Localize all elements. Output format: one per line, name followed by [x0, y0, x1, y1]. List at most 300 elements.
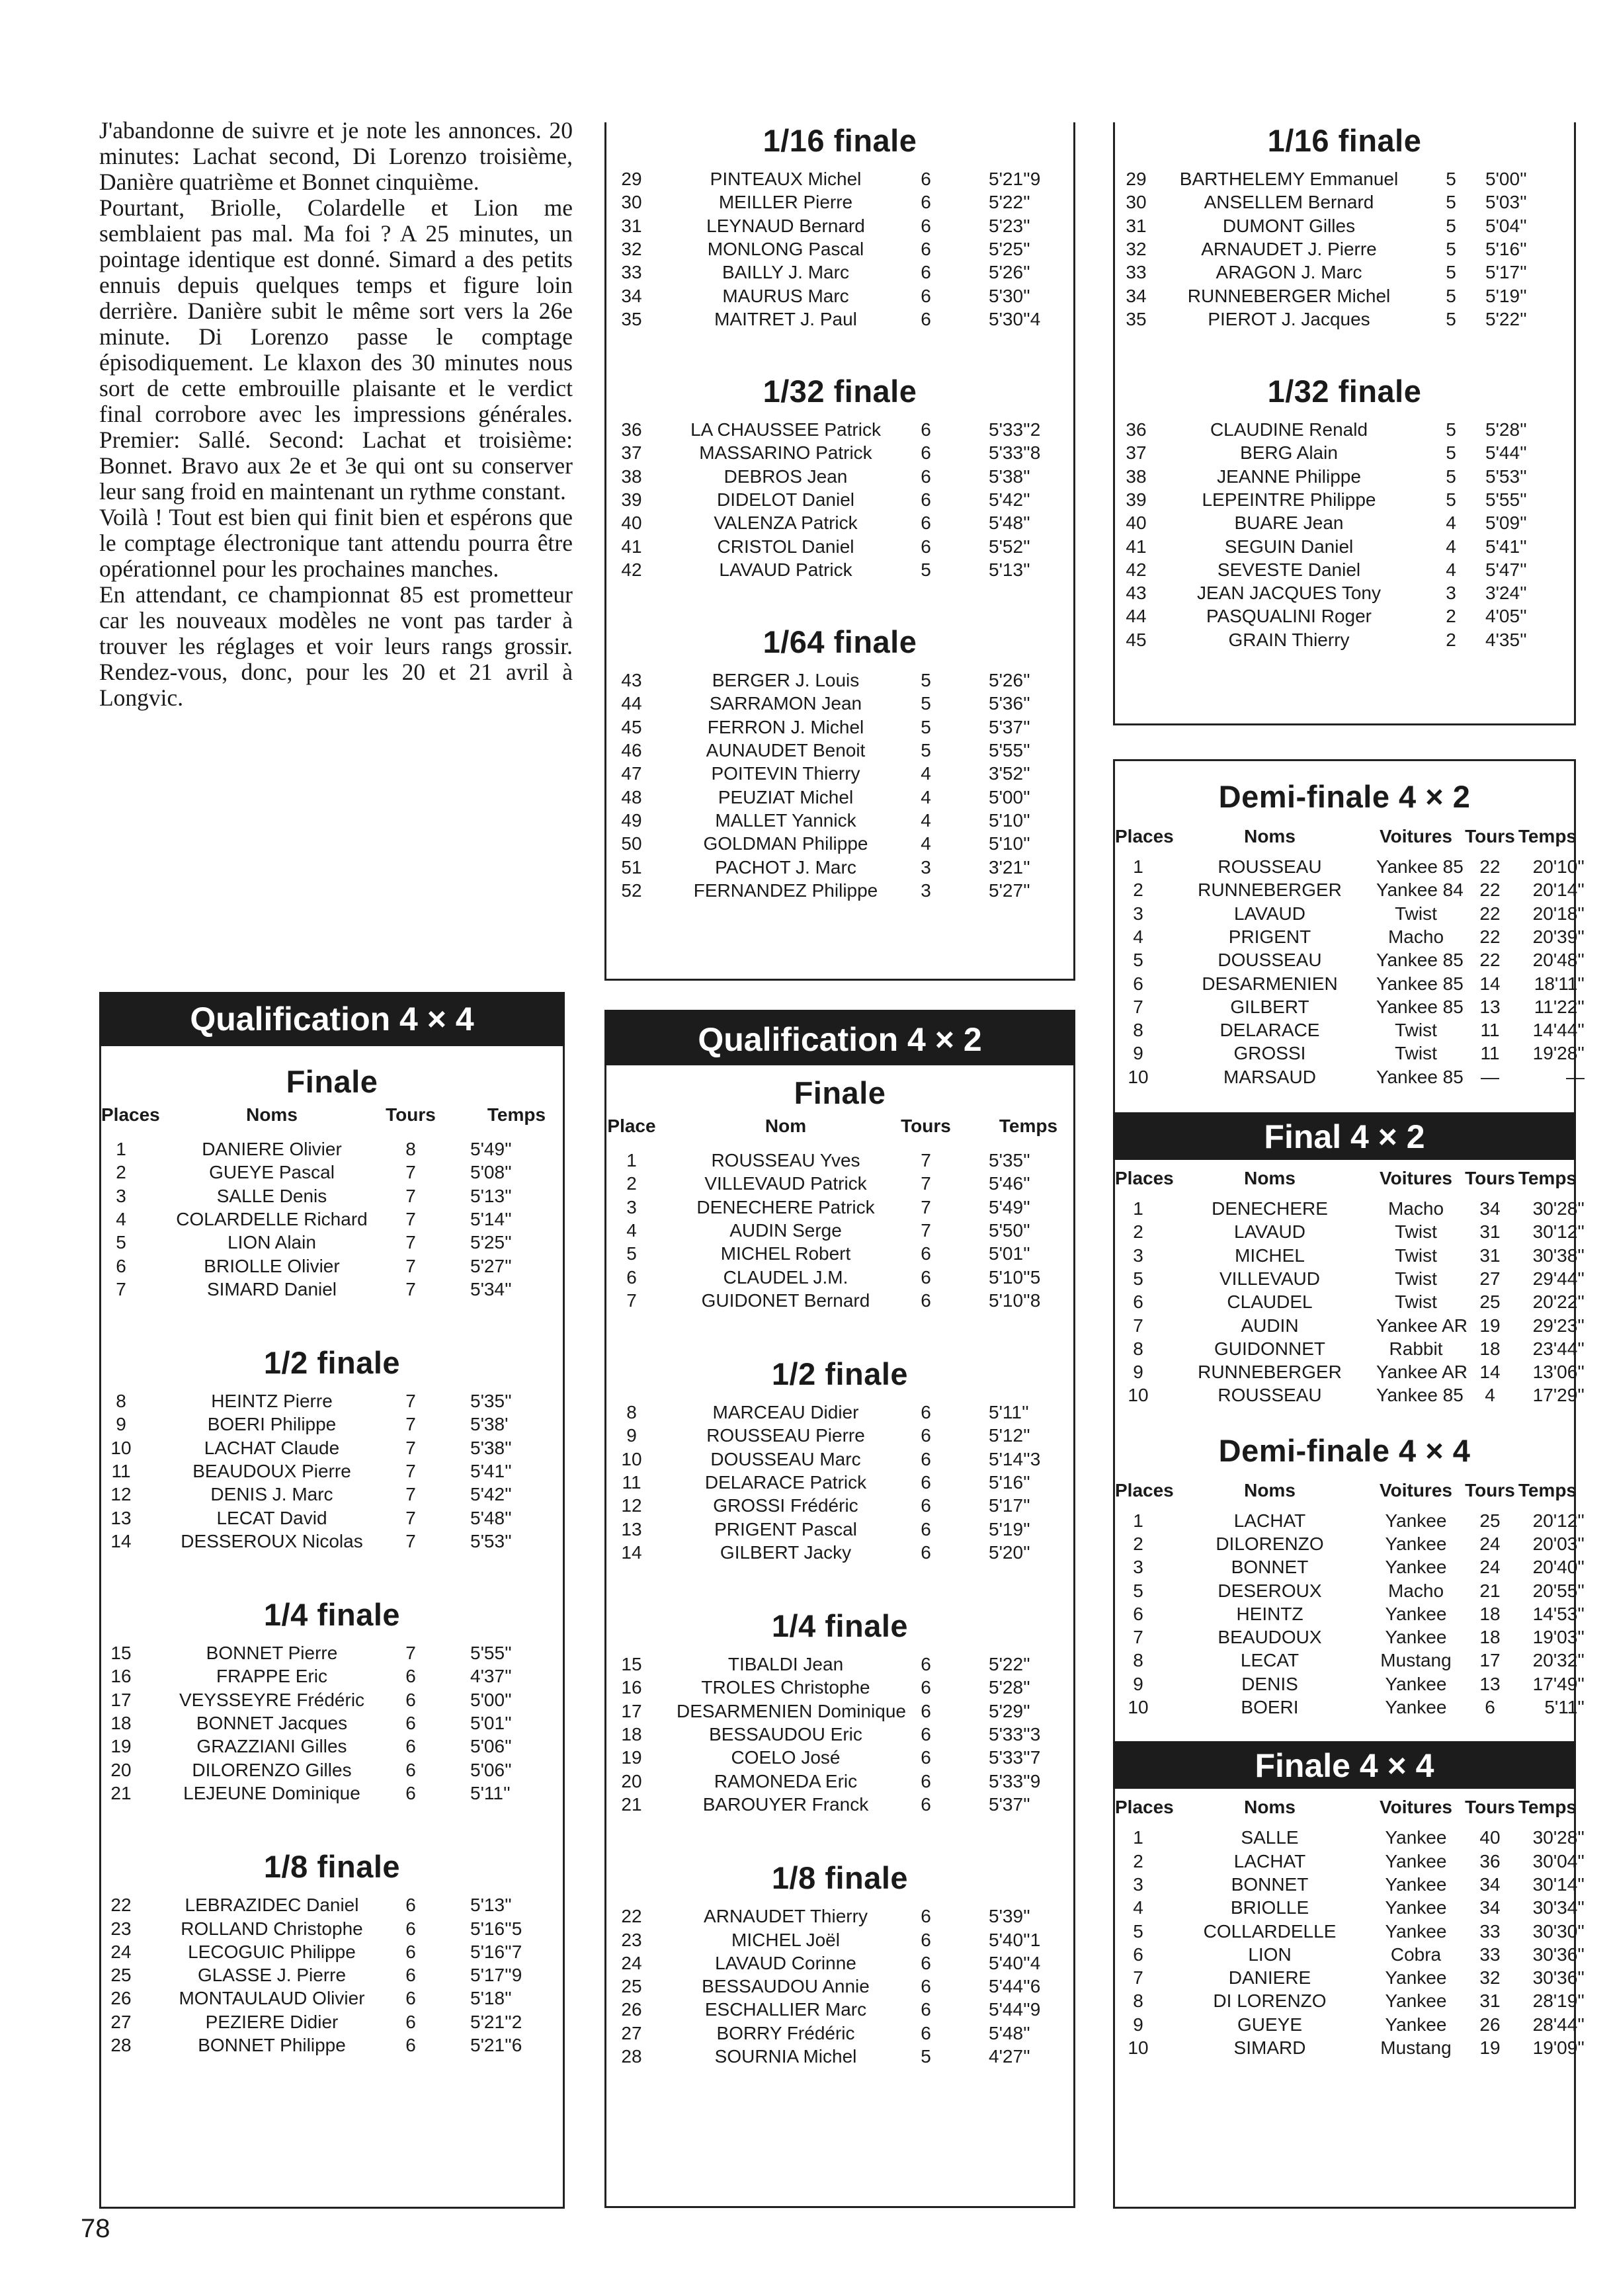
table-row-time: 17 [1479, 1650, 1501, 1671]
table-row-time: 5'17'' [1485, 262, 1527, 283]
table-row [1115, 511, 1574, 534]
results-section [606, 621, 1073, 902]
table-row-time: 5'19'' [989, 1518, 1030, 1539]
table-row-time2: 19'03'' [1532, 1627, 1585, 1648]
table-row-name: BOERI Philippe [207, 1414, 337, 1435]
table-row-time: 18 [1479, 1603, 1501, 1624]
table-row-time: 5'35'' [989, 1150, 1030, 1170]
results-section [606, 120, 1073, 331]
table-row-time2: 20'32'' [1532, 1650, 1585, 1671]
table-row-name: COLARDELLE Richard [176, 1208, 368, 1229]
qualification-4x2-upper-box [604, 122, 1075, 981]
table-row-name: ROLLAND Christophe [181, 1918, 363, 1939]
table-row-laps: 6 [921, 2022, 931, 2043]
table-row-laps: 5 [1446, 169, 1456, 189]
table-row-time: 5'33''9 [989, 1770, 1041, 1791]
section-title: Finale [286, 1064, 378, 1099]
table-row-time2: 20'03'' [1532, 1533, 1585, 1554]
table-row-laps: 5 [1446, 285, 1456, 306]
table-row-laps: 6 [921, 285, 931, 306]
table-row-place: 44 [1126, 606, 1147, 627]
table-row [1115, 925, 1585, 948]
table-row-laps: 5 [921, 2046, 931, 2067]
table-row-laps: Yankee [1385, 1603, 1447, 1624]
table-row-laps: Yankee [1385, 1990, 1447, 2012]
table-row-place: 41 [621, 536, 642, 557]
table-header-row-time2: Temps [1518, 1797, 1577, 1818]
results-table [606, 1905, 1073, 2068]
table-header-row-time: Temps [487, 1104, 546, 1125]
table-row-name: JEAN JACQUES Tony [1196, 583, 1382, 604]
table-row-place: 28 [110, 2035, 132, 2056]
table-header-row [101, 1103, 563, 1126]
table-row-name: LION Alain [227, 1232, 316, 1253]
table-row [1115, 1873, 1585, 1896]
table-row-name: DI LORENZO [1213, 1990, 1327, 2012]
table-row-name: GROSSI Frédéric [713, 1495, 858, 1516]
table-row-laps: 7 [405, 1278, 416, 1299]
table-row-place: 24 [621, 1952, 642, 1973]
table-row-name: CRISTOL Daniel [717, 536, 854, 557]
table-row-name: DENECHERE Patrick [696, 1196, 875, 1217]
table-row-time: 5'52'' [989, 536, 1030, 557]
table-row-laps: 6 [405, 1713, 416, 1734]
table-row-laps: 6 [405, 1895, 416, 1916]
table-row-laps: Yankee [1385, 1533, 1447, 1554]
table-row [101, 1184, 563, 1208]
table-row-name: BESSAUDOU Eric [709, 1724, 862, 1745]
table-row-place: 36 [621, 419, 642, 440]
table-row-laps: 2 [1446, 629, 1456, 650]
qualification-4x2-results [606, 1072, 1073, 2068]
table-row [1115, 1360, 1585, 1383]
table-row-place: 37 [1126, 442, 1147, 464]
table-row-time: 5'20'' [989, 1541, 1030, 1563]
table-row-laps: 6 [921, 1770, 931, 1791]
table-header-row [606, 1114, 1073, 1137]
table-row-laps: Yankee [1385, 1697, 1447, 1718]
table-row-time: 5'10''8 [989, 1290, 1041, 1311]
table-row [1115, 1850, 1585, 1873]
qualification-4x2-heading: Qualification 4 × 2 [604, 1010, 1075, 1065]
table-row [1115, 261, 1574, 284]
table-row-time: 5'04'' [1485, 215, 1527, 236]
table-row-laps: 7 [921, 1173, 931, 1194]
table-row-time2: 30'28'' [1532, 1198, 1585, 1219]
table-row [101, 2033, 563, 2057]
table-row-name: VALENZA Patrick [714, 512, 858, 534]
table-row-time2: 20'22'' [1532, 1292, 1585, 1313]
table-row-laps: 4 [921, 833, 931, 854]
results-table [1115, 418, 1574, 651]
table-row-place: 2 [626, 1173, 637, 1194]
table-row [606, 1928, 1073, 1951]
table-row [101, 1782, 563, 1805]
table-row [1115, 1579, 1585, 1602]
table-row-time2: 20'12'' [1532, 1510, 1585, 1531]
table-row-time: 5'47'' [1485, 559, 1527, 580]
table-row-time: 5'23'' [989, 215, 1030, 236]
table-row [101, 1254, 563, 1278]
table-row [606, 214, 1073, 237]
table-row-name: BONNET [1231, 1873, 1309, 1895]
table-row-name: BEAUDOUX [1218, 1627, 1322, 1648]
table-row-name: MEILLER Pierre [718, 192, 853, 213]
table-row [1115, 1896, 1585, 1919]
table-row [1115, 1509, 1585, 1532]
table-row-laps: 7 [921, 1219, 931, 1241]
table-row-laps: 5 [1446, 489, 1456, 510]
table-row-name: DANIERE [1228, 1967, 1311, 1988]
table-row-laps: Yankee [1385, 1510, 1447, 1531]
table-row-time2: 17'29'' [1532, 1385, 1585, 1406]
table-row-time: 5'36'' [989, 693, 1030, 714]
table-row [606, 535, 1073, 558]
table-row [1115, 604, 1574, 628]
table-row-place: 8 [1133, 1020, 1143, 1041]
race-title: Final 4 × 2 [1113, 1112, 1576, 1160]
table-row-laps: 7 [405, 1437, 416, 1458]
table-row-laps: Macho [1387, 926, 1444, 947]
table-row-name: DESSEROUX Nicolas [181, 1530, 363, 1551]
table-row-time: 4'27'' [989, 2046, 1030, 2067]
table-row-name: PEUZIAT Michel [718, 786, 854, 807]
table-row-laps: 4 [1446, 512, 1456, 534]
table-row [606, 1149, 1073, 1172]
table-row-place: 4 [626, 1219, 637, 1241]
table-row [1115, 972, 1585, 995]
qualification-4x2-upper-results [606, 120, 1073, 902]
table-row [1115, 465, 1574, 488]
table-row-place: 49 [621, 809, 642, 831]
table-header-row [1115, 1479, 1577, 1502]
table-row-time: 5'34'' [470, 1278, 512, 1299]
article-paragraph: J'abandonne de suivre et je note les annonces. 20 minutes: Lachat second, Di Lorenzo troisième, Danière quatrième et Bonnet cinquième. [99, 117, 573, 195]
table-row-name: LEBRAZIDEC Daniel [185, 1895, 359, 1916]
table-row [1115, 878, 1585, 901]
table-row-name: PIEROT J. Jacques [1208, 308, 1370, 329]
results-section [101, 1061, 563, 1301]
table-row-time: 5'48'' [989, 512, 1030, 534]
table-row-time2: 23'44'' [1532, 1338, 1585, 1359]
table-row-place: 29 [1126, 169, 1147, 189]
table-row-time: 5'16'' [989, 1471, 1030, 1493]
table-row-time: 5'17''9 [470, 1965, 522, 1986]
table-row-time2: 30'12'' [1532, 1221, 1585, 1243]
table-row-place: 3 [1133, 1873, 1143, 1895]
table-row-time: 5'55'' [1485, 489, 1527, 510]
table-row-laps: 6 [405, 1965, 416, 1986]
table-row-laps: Yankee [1385, 1557, 1447, 1578]
table-row-name: BONNET Philippe [198, 2035, 346, 2056]
table-row-time: 5'53'' [470, 1530, 512, 1551]
table-row-laps: Yankee [1385, 1967, 1447, 1988]
table-row-name: DENECHERE [1212, 1198, 1328, 1219]
table-row-name: SALLE [1241, 1827, 1299, 1848]
table-row-laps: 5 [921, 740, 931, 761]
table-row-place: 42 [1126, 559, 1147, 580]
table-row-laps: Yankee [1385, 1850, 1447, 1871]
table-row-laps: 7 [921, 1150, 931, 1170]
table-row-time2: 30'38'' [1532, 1245, 1585, 1266]
table-row [101, 1413, 563, 1436]
table-row-laps: 4 [1446, 536, 1456, 557]
table-row [606, 1723, 1073, 1746]
table-row-name: GUIDONNET [1214, 1338, 1325, 1359]
table-row [1115, 1920, 1585, 1943]
table-row-laps: Macho [1387, 1198, 1444, 1219]
table-row-time: 5'11'' [470, 1782, 511, 1803]
race-section [1115, 1112, 1585, 1407]
table-row-name: AUDIN [1241, 1315, 1299, 1336]
table-row [606, 669, 1073, 692]
table-header-row-name: Noms [1244, 1797, 1296, 1818]
table-row-place: 3 [1133, 1245, 1143, 1266]
table-row-place: 25 [621, 1976, 642, 1997]
table-row-name: SEVESTE Daniel [1217, 559, 1361, 580]
table-row [1115, 1267, 1585, 1290]
table-row-laps: 6 [921, 1266, 931, 1288]
table-row-name: PRIGENT Pascal [714, 1518, 857, 1539]
table-row-name: SOURNIA Michel [714, 2046, 857, 2067]
table-row-name: GRAIN Thierry [1228, 629, 1350, 650]
table-row-name: BARTHELEMY Emmanuel [1179, 169, 1399, 189]
table-row-name: RUNNEBERGER Michel [1187, 285, 1391, 306]
table-row [1115, 1989, 1585, 2012]
table-row [606, 1471, 1073, 1494]
table-row [1115, 441, 1574, 464]
table-row-name: PEZIERE Didier [205, 2011, 339, 2032]
table-row-laps: 6 [405, 2011, 416, 2032]
table-row-place: 39 [1126, 489, 1147, 510]
table-row-place: 10 [110, 1437, 132, 1458]
section-title: 1/8 finale [771, 1860, 909, 1896]
table-row [1115, 1672, 1585, 1696]
table-row-place: 21 [110, 1782, 132, 1803]
table-row-place: 9 [116, 1414, 126, 1435]
table-row-place: 2 [116, 1162, 126, 1183]
table-row-time2: 30'04'' [1532, 1850, 1585, 1871]
table-row-laps: 4 [921, 809, 931, 831]
table-row-laps: 6 [405, 1689, 416, 1710]
table-row-time2: 20'14'' [1532, 880, 1585, 901]
table-row [101, 1483, 563, 1506]
table-header-row-time2: Temps [1518, 1168, 1577, 1188]
table-row-place: 3 [1133, 1557, 1143, 1578]
table-row-laps: 5 [1446, 466, 1456, 487]
table-row-laps: 7 [405, 1185, 416, 1206]
table-row-name: LACHAT Claude [204, 1437, 340, 1458]
table-row-place: 37 [621, 442, 642, 464]
table-row-name: GOLDMAN Philippe [703, 833, 868, 854]
table-row-name: GUIDONET Bernard [701, 1290, 870, 1311]
table-row-place: 43 [1126, 583, 1147, 604]
race-title: Demi-finale 4 × 4 [1218, 1432, 1471, 1468]
table-row-time: 5'22'' [989, 1654, 1030, 1675]
table-row-time: 5'16'' [1485, 238, 1527, 259]
table-header-row-time: Tours [1465, 1168, 1515, 1188]
table-row [101, 1436, 563, 1459]
table-row-place: 13 [110, 1507, 132, 1528]
table-row-laps: 6 [921, 1929, 931, 1950]
table-row-laps: 6 [405, 1782, 416, 1803]
table-row-place: 38 [621, 466, 642, 487]
table-row-laps: 6 [921, 1448, 931, 1469]
table-row-laps: 6 [405, 1759, 416, 1780]
table-row-name: MALLET Yannick [715, 809, 856, 831]
table-header-row-time: Temps [999, 1116, 1058, 1136]
table-row-name: SALLE Denis [216, 1185, 327, 1206]
table-row [1115, 488, 1574, 511]
table-row-place: 4 [116, 1208, 126, 1229]
table-row [1115, 1337, 1585, 1360]
table-row-time: 5'42'' [989, 489, 1030, 510]
table-row-laps: 6 [921, 215, 931, 236]
table-row-time2: 14'53'' [1532, 1603, 1585, 1624]
table-header [606, 1114, 1073, 1143]
table-row [101, 1987, 563, 2010]
table-row-time: 25 [1479, 1510, 1501, 1531]
table-row [606, 716, 1073, 739]
table-header [1115, 1795, 1577, 1826]
table-row-laps: Mustang [1380, 1650, 1452, 1671]
table-row-place: 17 [110, 1689, 132, 1710]
table-row-time: 5'09'' [1485, 512, 1527, 534]
table-row-time: 5'30'' [989, 285, 1030, 306]
table-row [101, 1963, 563, 1987]
table-row-name: POITEVIN Thierry [711, 763, 860, 784]
table-row-time: 5'26'' [989, 670, 1030, 691]
table-row-time: 5'01'' [470, 1713, 512, 1734]
table-row [606, 558, 1073, 581]
table-row-time: 5'08'' [470, 1162, 512, 1183]
table-row-place: 28 [621, 2046, 642, 2067]
table-row-place: 5 [1133, 1580, 1143, 1601]
table-row-place: 11 [622, 1471, 641, 1493]
table-row-name: SIMARD [1233, 2037, 1306, 2059]
table-row-laps: 6 [921, 1495, 931, 1516]
table-row-laps: 7 [405, 1507, 416, 1528]
table-row-time: 11 [1480, 1043, 1500, 1064]
table-row-time: 5'21''2 [470, 2011, 522, 2032]
table-row [606, 1401, 1073, 1424]
table-row [1115, 308, 1574, 331]
article-paragraph: Voilà ! Tout est bien qui finit bien et espérons que le comptage électronique tant attendu pourra être opérationnel pour les prochaines manches. [99, 504, 573, 582]
table-row-laps: Macho [1387, 1580, 1444, 1601]
table-row-laps: 6 [921, 1471, 931, 1493]
results-table [606, 418, 1073, 581]
table-row-place: 20 [110, 1759, 132, 1780]
table-row-time: 5'16''7 [470, 1941, 522, 1962]
table-row-place: 10 [1128, 1385, 1149, 1406]
table-row-name: ESCHALLIER Marc [704, 1999, 867, 2020]
table-row-place: 29 [621, 169, 642, 189]
section-title: 1/16 finale [1267, 123, 1422, 158]
table-row-time: 4'35'' [1485, 629, 1527, 650]
table-row-laps: 7 [405, 1643, 416, 1664]
table-row [101, 1758, 563, 1782]
table-row [606, 692, 1073, 715]
table-row-name: LECAT [1240, 1650, 1300, 1671]
table-row-time: 6 [1485, 1697, 1495, 1718]
table-row-laps: Yankee 85 [1376, 996, 1464, 1017]
table-row [1115, 2036, 1585, 2059]
table-row [1115, 418, 1574, 441]
table-row [606, 1793, 1073, 1816]
table-row-name: BONNET Jacques [196, 1713, 348, 1734]
table-header-row [1115, 1167, 1577, 1190]
table-row-laps: 6 [405, 1941, 416, 1962]
table-row-name: BERG Alain [1240, 442, 1338, 464]
table-row-time2: 30'30'' [1532, 1920, 1585, 1942]
table-row-place: 9 [626, 1425, 637, 1446]
table-row-name: BRIOLLE Olivier [204, 1255, 340, 1276]
table-row [1115, 1966, 1585, 1989]
table-row-time: 5'00'' [1485, 169, 1527, 189]
table-row-name: GILBERT [1230, 996, 1309, 1017]
table-row [606, 762, 1073, 785]
section-title: 1/32 finale [1267, 374, 1422, 409]
table-row-place: 7 [1133, 996, 1143, 1017]
table-header [1115, 1167, 1577, 1197]
table-row-name: GILBERT Jacky [720, 1541, 852, 1563]
table-row-laps: Yankee [1385, 1920, 1447, 1942]
table-row-place: 27 [110, 2011, 132, 2032]
table-row-laps: 7 [405, 1232, 416, 1253]
table-row-place: 1 [1133, 856, 1143, 877]
table-header-row-time2: Temps [1518, 1479, 1577, 1500]
table-row [101, 1459, 563, 1483]
table-row-place: 18 [621, 1724, 642, 1745]
table-row-time2: 13'06'' [1532, 1362, 1585, 1383]
table-row-name: ARNAUDET J. Pierre [1201, 238, 1377, 259]
table-row-time: 5'00'' [989, 786, 1030, 807]
table-row-place: 1 [1133, 1198, 1143, 1219]
table-row-laps: Cobra [1390, 1944, 1442, 1965]
table-row-name: DIDELOT Daniel [716, 489, 854, 510]
table-row-name: MAURUS Marc [722, 285, 849, 306]
table-row-place: 20 [621, 1770, 642, 1791]
table-row [1115, 535, 1574, 558]
table-row-laps: Yankee [1385, 1897, 1447, 1918]
table-row [606, 809, 1073, 832]
table-row-place: 34 [621, 285, 642, 306]
table-row-place: 5 [1133, 950, 1143, 971]
table-row-place: 8 [626, 1402, 637, 1423]
table-row [606, 1770, 1073, 1793]
table-row [606, 284, 1073, 308]
table-row-time2: 28'19'' [1532, 1990, 1585, 2012]
table-row-place: 26 [621, 1999, 642, 2020]
table-row-time: 5'55'' [989, 740, 1030, 761]
results-section [606, 1072, 1073, 1312]
table-row-time2: 14'44'' [1532, 1020, 1585, 1041]
table-row-place: 7 [1133, 1967, 1143, 1988]
table-row-place: 50 [621, 833, 642, 854]
table-row-name: BRIOLLE [1230, 1897, 1309, 1918]
table-header-row-laps: Voitures [1380, 1479, 1452, 1500]
table-header-row [1115, 1795, 1577, 1819]
table-row-time2: 30'28'' [1532, 1827, 1585, 1848]
table-row-time: 5'29'' [989, 1700, 1030, 1721]
table-row-name: DANIERE Olivier [202, 1139, 342, 1159]
table-row-name: MAITRET J. Paul [714, 308, 857, 329]
table-row [606, 308, 1073, 331]
table-row-place: 45 [621, 716, 642, 737]
table-row-time: 5'11'' [989, 1402, 1029, 1423]
table-header [1115, 825, 1577, 855]
table-row [1115, 1602, 1585, 1625]
